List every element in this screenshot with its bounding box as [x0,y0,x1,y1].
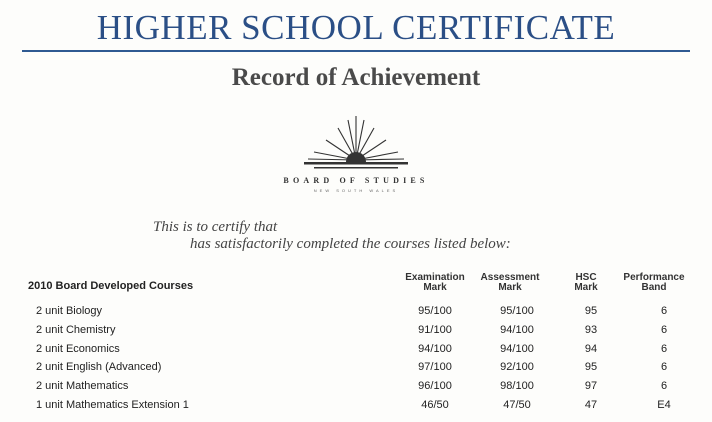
table-row [0,396,712,414]
column-header-assessment-line1: Assessment [480,272,540,283]
hsc-mark: 95 [584,361,598,373]
hsc-mark: 95 [584,305,598,317]
table-row [0,321,712,339]
table-row [0,358,712,376]
performance-band: 6 [660,380,668,392]
column-header-band-line1: Performance [623,272,685,283]
board-region: NEW SOUTH WALES [313,188,399,193]
exam-mark: 91/100 [418,324,452,336]
assessment-mark: 94/100 [500,343,534,355]
column-header-hsc-line1: HSC [575,272,597,283]
exam-mark: 94/100 [418,343,452,355]
table-row [0,340,712,358]
assessment-mark: 94/100 [500,324,534,336]
hsc-mark: 47 [584,399,598,411]
column-header-exam-line2: Mark [423,282,447,293]
course-name: 2 unit Chemistry [36,324,116,336]
course-name: 2 unit English (Advanced) [36,361,162,373]
assessment-mark: 47/50 [503,399,531,411]
certify-line-2: has satisfactorily completed the courses listed below: [190,236,511,252]
performance-band: 6 [660,343,668,355]
performance-band: 6 [660,361,668,373]
section-title: 2010 Board Developed Courses [28,280,194,292]
title-divider [22,50,690,52]
assessment-mark: 95/100 [500,305,534,317]
exam-mark: 97/100 [418,361,452,373]
hsc-mark: 94 [584,343,598,355]
column-header-hsc-line2: Mark [574,282,598,293]
exam-mark: 96/100 [418,380,452,392]
assessment-mark: 98/100 [500,380,534,392]
table-row [0,302,712,320]
table-row [0,377,712,395]
exam-mark: 95/100 [418,305,452,317]
column-header-band [609,273,699,293]
performance-band: E4 [657,399,671,411]
assessment-mark: 92/100 [500,361,534,373]
column-header-exam-line1: Examination [405,272,465,283]
course-name: 2 unit Economics [36,343,120,355]
performance-band: 6 [660,305,668,317]
exam-mark: 46/50 [421,399,449,411]
hsc-mark: 93 [584,324,598,336]
certificate-subtitle: Record of Achievement [231,64,481,91]
hsc-mark: 97 [584,380,598,392]
course-name: 2 unit Mathematics [36,380,129,392]
certificate-title: HIGHER SCHOOL CERTIFICATE [96,8,616,47]
board-of-studies-logo-icon [300,114,412,172]
course-name: 2 unit Biology [36,305,103,317]
course-name: 1 unit Mathematics Extension 1 [36,399,189,411]
board-name: BOARD OF STUDIES [283,176,429,185]
column-header-assessment-line2: Mark [498,282,522,293]
performance-band: 6 [660,324,668,336]
certify-line-1: This is to certify that [153,219,278,235]
column-header-band-line2: Band [641,282,667,293]
